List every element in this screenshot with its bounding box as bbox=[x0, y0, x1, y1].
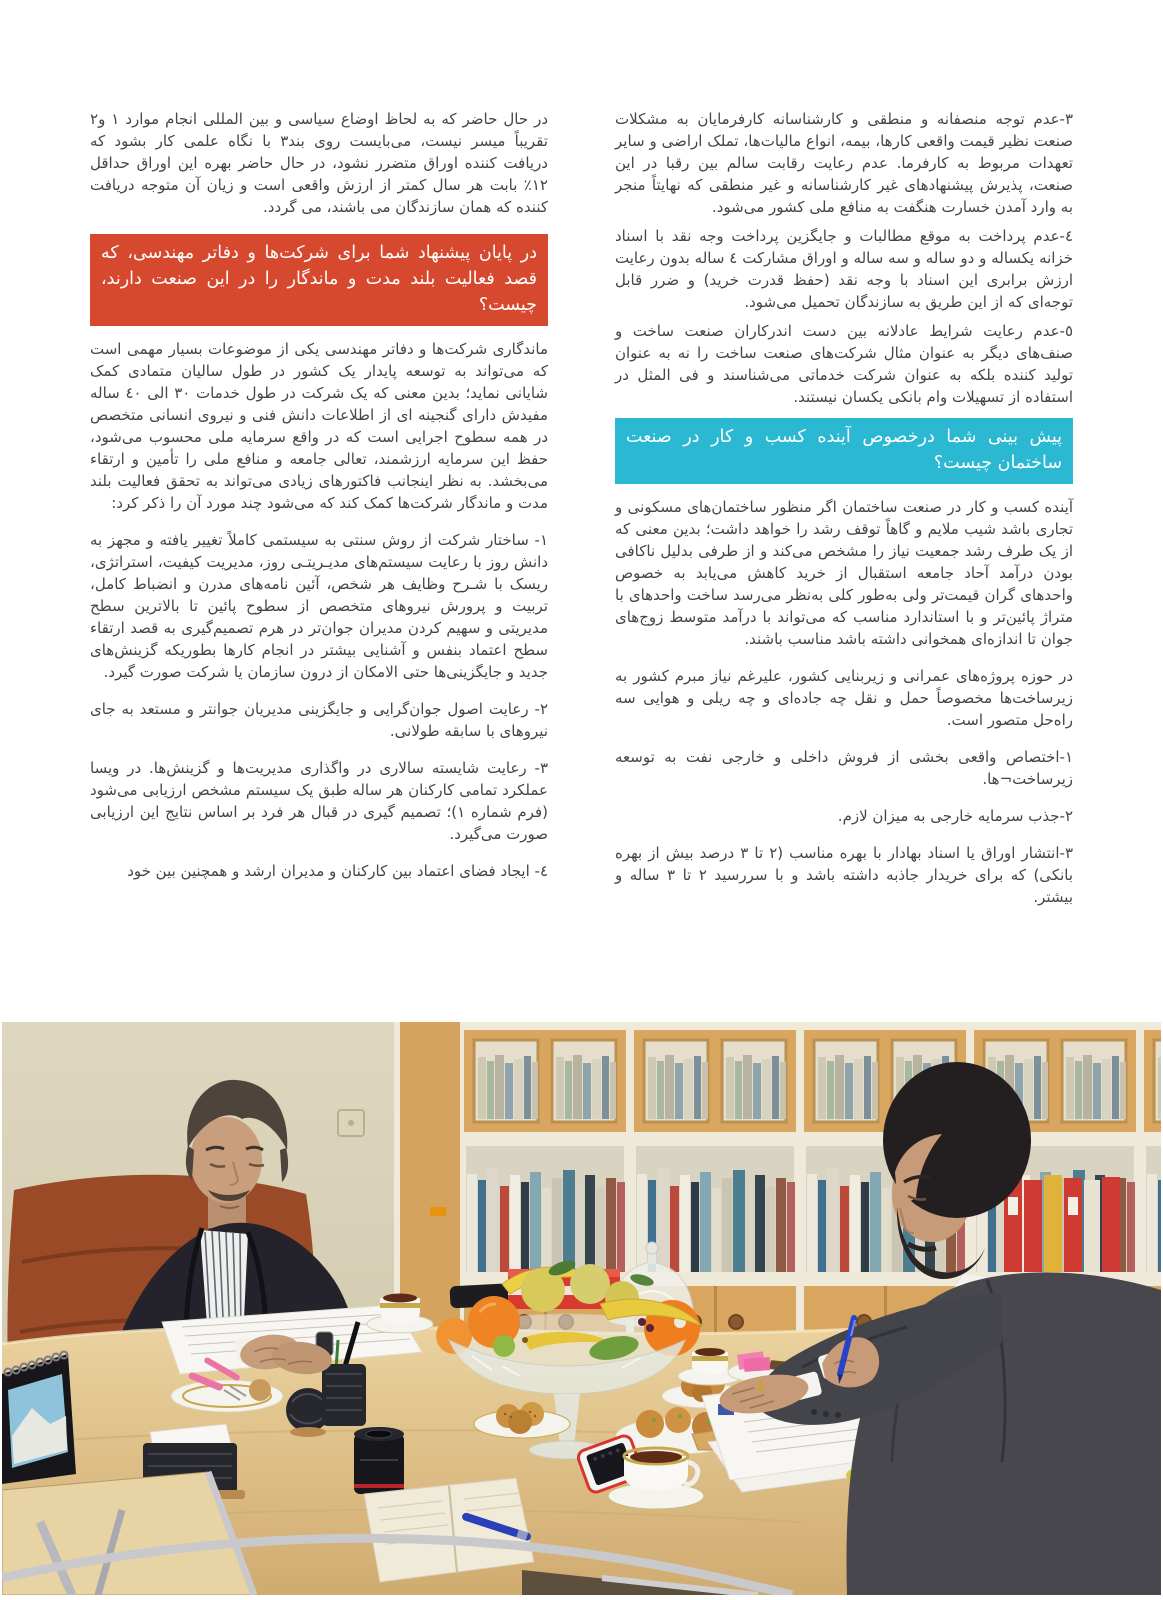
paragraph-point-5: ٥-عدم رعایت شرایط عادلانه بین دست اندرکاران صنعت ساخت و صنف‌های دیگر به عنوان مثال شرکت‌های صنعت ساخت را نه به عنوان تولید کننده بلکه به عنوان شرکت خدماتی می‌شناسند و فی المثل در استفاده از تسهیلات وام بانکی یکسان نیستند. bbox=[615, 322, 1073, 406]
orange-sticker bbox=[430, 1207, 446, 1216]
solution-item-2: ۲-جذب سرمایه خارجی به میزان لازم. bbox=[837, 807, 1073, 825]
answer-paragraph-future: آینده کسب و کار در صنعت ساختمان اگر منظور ساختمان‌های مسکونی و تجاری باشد شیب ملایم و گاهاً توقف رشد را خواهد داشت؛ بدین معنی که از یک طرف رشد جمعیت نیاز را مشخص می‌کند و از طرفی بدلیل ناکافی بودن درآمد آحاد جامعه استقبال از خرید کاهش می‌یابد به خصوص واحدهای گران قیمت‌تر ولی به‌طور کلی به‌نظر می‌رسد ساخت واحدهای با متراژ پائین‌تر و با استاندارد مناسب که می‌تواند با درآمد متوسط زوج‌های جوان تا اندازه‌ای همخوانی داشته باشد مناسب باشند. bbox=[615, 498, 1073, 648]
factor-item-2: ۲- رعایت اصول جوان‌گرایی و جایگزینی مدیریان جوانتر و مستعد به جای نیروهای با سابقه طولانی. bbox=[90, 700, 548, 740]
desk-calendar bbox=[2, 1352, 76, 1485]
column-right bbox=[615, 108, 1073, 915]
wooden-ball bbox=[249, 1379, 271, 1401]
column-left bbox=[90, 108, 548, 889]
factor-item-4: ٤- ایجاد فضای اعتماد بین کارکنان و مدیران ارشد و همچنین بین خود bbox=[127, 862, 548, 880]
light-switch bbox=[338, 1110, 364, 1136]
paragraph-current-situation: در حال حاضر که به لحاظ اوضاع سیاسی و بین المللی انجام موارد ۱ و۲ تقریباً میسر نیست، می‌بایست روی بند۳ با نگاه علمی کار بشود که دریافت کننده اوراق متضرر نشود، در حال حاضر بهره این اوراق حداقل ۱۲٪ بابت هر سال کمتر از ارزش واقعی است و زیان آن متوجه دریافت کننده که همان سازندگان می باشند، می گردد. bbox=[90, 110, 548, 216]
paragraph-point-3: ۳-عدم توجه منصفانه و منطقی و کارشناسانه کارفرمایان به مشکلات صنعت نظیر قیمت واقعی کارها، بیمه، انواع مالیات‌ها، تملک اراضی و سایر تعهدات مربوط به کارفرما. عدم رعایت رقابت سالم بین رقبا در این صنعت، پذیرش پیشنهادهای غیر کارشناسانه و غیر منطقی که نهایتاً منجر به وارد آمدن خسارت هنگفت به منافع ملی کشور می‌شود. bbox=[615, 110, 1073, 216]
factor-item-1: ۱- ساختار شرکت از روش سنتی به سیستمی کاملاً تغییر یافته و مجهز به دانش روز با رعایت سیستم‌های مدیـریتـی روز، مدیریت کیفیت، استراتژی، ریسک با شـرح وظایف هر شخص، آئین نامه‌های مدرن و انضباط کامل، تربیت و پرورش نیروهای متخصص از سطوح پائین تا بالاترین سطح مدیریتی و سهیم کردن مدیران جوان‌تر در هرم تصمیم‌گیری به قصد ارتقاء سطح اعتماد بنفس و آشنایی بیشتر در انجام کارها بطوریکه گزینش‌های جدید و جایگزینی‌ها حتی الامکان از درون سازمان یا شرکت صورت گیرد. bbox=[90, 531, 548, 681]
question-heading-final-suggestion: در پایان پیشنهاد شما برای شرکت‌ها و دفاتر مهندسی، که قصد فعالیت بلند مدت و ماندگار را در این صنعت دارند، چیست؟ bbox=[90, 234, 548, 326]
paragraph-infrastructure: در حوزه پروژه‌های عمرانی و زیربنایی کشور، علیرغم نیاز مبرم کشور به زیرساخت‌ها مخصوصاً حمل و نقل چه جاده‌ای و چه ریلی و هوایی سه راه‌حل متصور است. bbox=[615, 667, 1073, 729]
solution-item-1: ۱-اختصاص واقعی بخشی از فروش داخلی و خارجی نفت به توسعه زیرساخت¬ها. bbox=[615, 748, 1073, 788]
interview-photo bbox=[2, 1022, 1161, 1595]
red-yellow-binders bbox=[1004, 1175, 1120, 1272]
paragraph-point-4: ٤-عدم پرداخت به موقع مطالبات و جایگزین پرداخت وجه نقد با اسناد خزانه یکساله و دو ساله و سه ساله و اوراق مشارکت ٤ ساله بدون رعایت ارزش برابری این اسناد با وجه نقد (حفظ قدرت خرید) و ضرر قابل توجه‌ای که از این طریق به سازندگان تحمیل می‌شود. bbox=[615, 227, 1074, 311]
factor-item-3: ۳- رعایت شایسته سالاری در واگذاری مدیریت‌ها و گزینش‌ها. در ویسا عملکرد تمامی کارکنان هر ساله طبق یک سیستم مشخص ارزیابی می‌شود (فرم شماره ۱)؛ تصمیم گیری در قبال هر فرد بر اساس نتایج این ارزیابی صورت می‌گیرد. bbox=[90, 759, 548, 843]
answer-paragraph-longevity: ماندگاری شرکت‌ها و دفاتر مهندسی یکی از موضوعات بسیار مهمی است که می‌تواند به توسعه پایدار یک کشور در طول سالیان متمادی کمک شایانی نماید؛ بدین معنی که یک شرکت در طول خدمات ۳۰ الی ٤۰ ساله مفیدش دارای گنجینه ای از اطلاعات دانش فنی و نیروی انسانی متخصص در همه سطوح اجرایی است که در واقع سرمایه ملی محسوب می‌شود، حفظ این سرمایه ارزشمند، تعالی جامعه و منافع ملی را تأمین و ارتقاء می‌بخشد. به نظر اینجانب فاکتورهای زیادی می‌تواند به تحقق فعالیت بلند مدت و ماندگار شرکت‌ها کمک کند که می‌شود چند مورد آن را ذکر کرد: bbox=[90, 340, 548, 512]
camera-lens bbox=[354, 1427, 404, 1494]
solution-item-3: ۳-انتشار اوراق یا اسناد بهادار با بهره مناسب (۲ تا ۳ درصد بیش از بهره بانکی) که برای خریدار جاذبه داشته باشد و با سررسید ۲ تا ۳ ساله و بیشتر. bbox=[615, 844, 1074, 906]
question-heading-industry-future: پیش بینی شما درخصوص آینده کسب و کار در صنعت ساختمان چیست؟ bbox=[615, 418, 1073, 484]
